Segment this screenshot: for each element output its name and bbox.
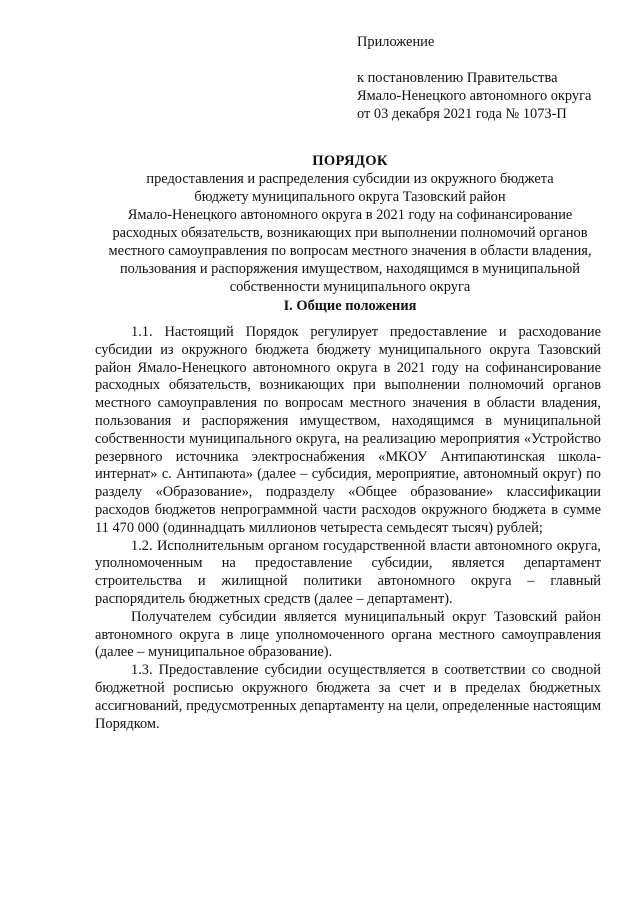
paragraph-1-3: 1.3. Предоставление субсидии осуществляется в соответствии со сводной бюджетной росписью окружного бюджета за счет и в пределах бюджетных ассигнований, предусмотренных департаменту на цели, определенные настоящим Порядком. [95, 662, 601, 732]
title-line: пользования и распоряжения имуществом, находящимся в муниципальной [119, 261, 581, 277]
appendix-line-1: к постановлению Правительства [357, 70, 558, 86]
document-title: ПОРЯДОК [312, 153, 388, 169]
title-line: местного самоуправления по вопросам местного значения в области владения, [108, 243, 592, 259]
title-line: расходных обязательств, возникающих при выполнении полномочий органов [112, 225, 588, 241]
title-line: Ямало-Ненецкого автономного округа в 2021 году на софинансирование [127, 207, 573, 223]
paragraph-1-1: 1.1. Настоящий Порядок регулирует предоставление и расходование субсидии из окружного бюджета бюджету муниципального округа Тазовский район Ямало-Ненецкого автономного округа в 2021 году на софинансирование расходных обязательств, возникающих при выполнении полномочий органов местного самоуправления по вопросам местного значения в области владения, пользования и распоряжения имуществом, находящимся в муниципальной собственности муниципального округа, на реализацию мероприятия «Устройство резервного источника электроснабжения «МКОУ Антипаютинская школа-интернат» с. Антипаюта» (далее – субсидия, мероприятие, автономный округ) по разделу «Образование», подразделу «Общее образование» классификации расходов бюджетов непрограммной части расходов окружного бюджета в сумме 11 470 000 (одиннадцать миллионов четыреста семьдесят тысяч) рублей; [95, 324, 601, 536]
title-line: предоставления и распределения субсидии из окружного бюджета [146, 171, 554, 187]
appendix-line-2: Ямало-Ненецкого автономного округа [357, 88, 592, 104]
appendix-block [357, 33, 591, 123]
appendix-label: Приложение [357, 34, 435, 50]
title-line: собственности муниципального округа [229, 279, 471, 295]
appendix-line-3: от 03 декабря 2021 года № 1073-П [357, 106, 567, 122]
paragraph-1-2: 1.2. Исполнительным органом государственной власти автономного округа, уполномоченным на предоставление субсидии, является департамент строительства и жилищной политики автономного округа – главный распорядитель бюджетных средств (далее – департамент). [95, 537, 601, 607]
section-heading: I. Общие положения [283, 298, 417, 314]
document-body [95, 324, 601, 733]
title-line: бюджету муниципального округа Тазовский район [194, 189, 506, 205]
document-title-block [60, 152, 640, 296]
paragraph-recipient: Получателем субсидии является муниципальный округ Тазовский район автономного округа в лице уполномоченного органа местного самоуправления (далее – муниципальное образование). [95, 608, 601, 661]
appendix-gap [357, 51, 591, 69]
